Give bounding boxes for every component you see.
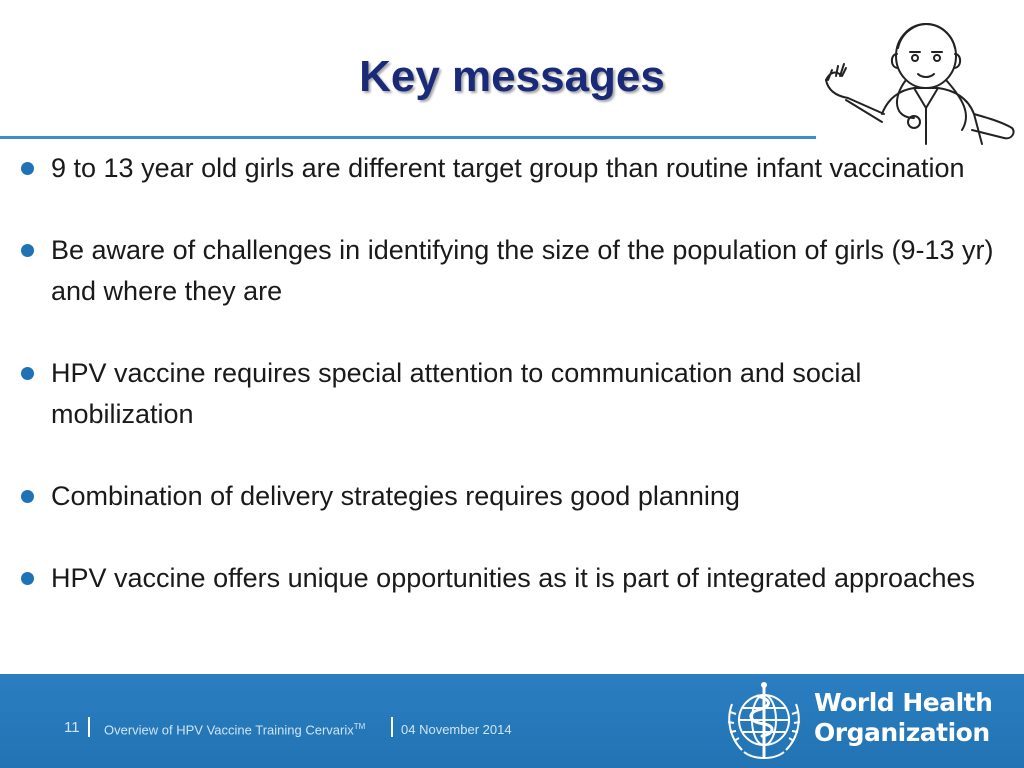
presentation-title-text: Overview of HPV Vaccine Training Cervarix (104, 722, 354, 738)
bullet-icon (21, 367, 34, 380)
presentation-title (104, 722, 365, 737)
key-messages-list (18, 148, 1008, 640)
org-name-line1: World Health (814, 688, 993, 717)
footer-separator (88, 717, 90, 737)
bullet-icon (21, 162, 34, 175)
bullet-text: HPV vaccine offers unique opportunities as it is part of integrated approaches (51, 563, 976, 593)
bullet-icon (21, 244, 34, 257)
presentation-date: 04 November 2014 (401, 722, 512, 737)
list-item (18, 148, 1008, 189)
who-emblem-icon (720, 676, 808, 764)
bullet-icon (21, 490, 34, 503)
slide-title: Key messages (359, 52, 665, 101)
bullet-text: 9 to 13 year old girls are different target group than routine infant vaccination (51, 153, 965, 183)
page-number: 11 (64, 719, 80, 736)
title-divider (0, 136, 816, 139)
bullet-text: HPV vaccine requires special attention to communication and social mobilization (51, 358, 862, 429)
bullet-icon (21, 572, 34, 585)
trademark-mark: TM (353, 722, 366, 731)
org-name-line2: Organization (814, 718, 990, 747)
bullet-text: Be aware of challenges in identifying the size of the population of girls (9-13 yr) and where they are (51, 235, 994, 306)
list-item (18, 558, 1008, 599)
list-item (18, 476, 1008, 517)
doctor-with-stethoscope-icon (822, 18, 1018, 146)
list-item (18, 353, 1008, 435)
list-item (18, 230, 1008, 312)
who-wordmark (814, 688, 992, 748)
footer-separator (391, 717, 393, 737)
bullet-text: Combination of delivery strategies requires good planning (51, 481, 740, 511)
